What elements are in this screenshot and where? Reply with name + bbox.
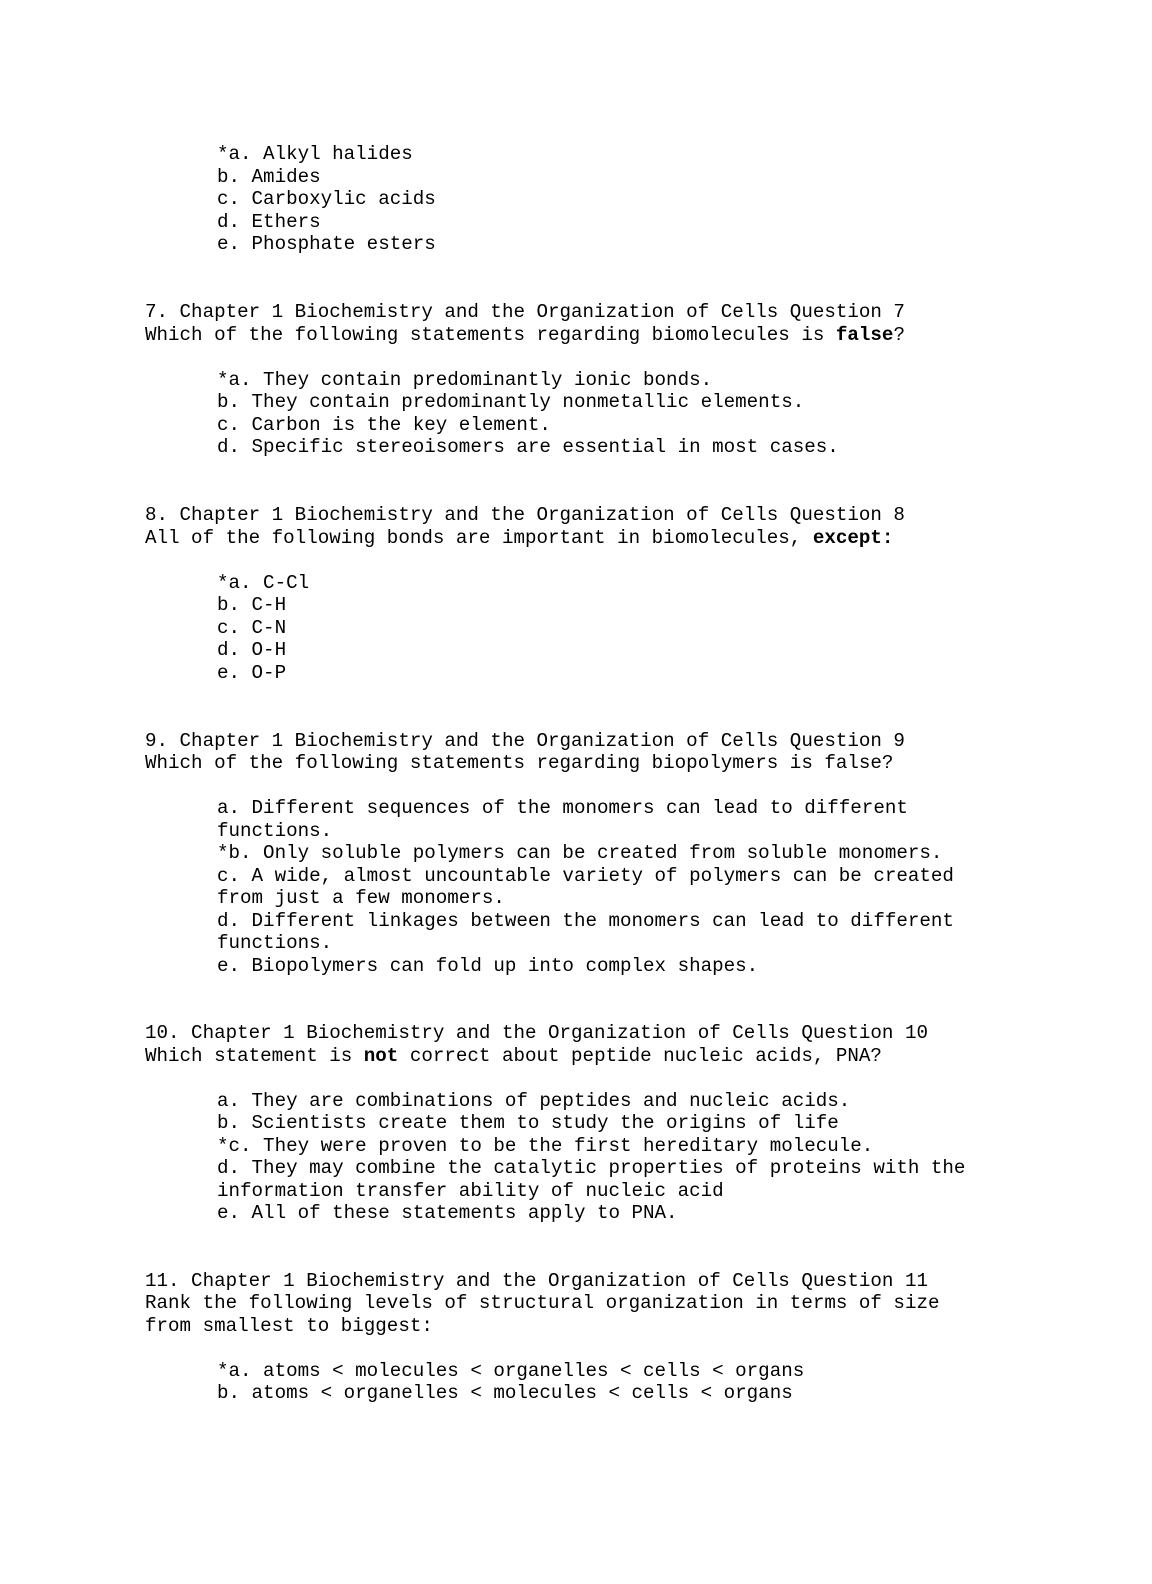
answer-option-correct: *b. Only soluble polymers can be created from soluble monomers.	[217, 842, 943, 864]
stem-text: All of the following bonds are important in biomolecules,	[145, 527, 813, 549]
answer-option: c. A wide, almost uncountable variety of polymers can be created	[217, 865, 954, 887]
question-stem	[145, 527, 893, 550]
answer-option: c. C-N	[217, 617, 287, 639]
answer-option: b. atoms < organelles < molecules < cells < organs	[217, 1382, 793, 1404]
answer-option: c. Carbon is the key element.	[217, 414, 551, 436]
answer-option: e. All of these statements apply to PNA.	[217, 1202, 678, 1224]
question-header: 11. Chapter 1 Biochemistry and the Organization of Cells Question 11	[145, 1270, 928, 1292]
question-stem	[145, 324, 905, 347]
answer-option: b. They contain predominantly nonmetallic elements.	[217, 391, 805, 413]
stem-emphasis: except:	[812, 527, 894, 549]
stem-emphasis: false	[835, 324, 894, 346]
question-stem: Rank the following levels of structural organization in terms of size	[145, 1292, 940, 1314]
question-header: 8. Chapter 1 Biochemistry and the Organization of Cells Question 8	[145, 504, 905, 526]
answer-option: e. O-P	[217, 662, 287, 684]
answer-option: d. They may combine the catalytic properties of proteins with the	[217, 1157, 966, 1179]
answer-option: a. Different sequences of the monomers can lead to different	[217, 797, 908, 819]
answer-option: d. O-H	[217, 639, 287, 661]
stem-emphasis: not	[363, 1045, 399, 1067]
answer-option: d. Different linkages between the monomers can lead to different	[217, 910, 954, 932]
answer-option-continuation: functions.	[217, 932, 333, 954]
question-stem-continuation: from smallest to biggest:	[145, 1315, 433, 1337]
question-stem	[145, 1045, 882, 1068]
question-header: 10. Chapter 1 Biochemistry and the Organization of Cells Question 10	[145, 1022, 928, 1044]
answer-option-continuation: from just a few monomers.	[217, 887, 505, 909]
answer-option-correct: *a. atoms < molecules < organelles < cells < organs	[217, 1360, 805, 1382]
answer-option-correct: *a. Alkyl halides	[217, 143, 413, 165]
answer-option: e. Phosphate esters	[217, 233, 436, 255]
answer-option-continuation: functions.	[217, 820, 333, 842]
answer-option: b. Scientists create them to study the origins of life	[217, 1112, 839, 1134]
stem-text: Which of the following statements regarding biomolecules is	[145, 324, 836, 346]
answer-option: a. They are combinations of peptides and nucleic acids.	[217, 1090, 851, 1112]
answer-option: d. Specific stereoisomers are essential in most cases.	[217, 436, 839, 458]
question-header: 7. Chapter 1 Biochemistry and the Organization of Cells Question 7	[145, 301, 905, 323]
answer-option: e. Biopolymers can fold up into complex shapes.	[217, 955, 759, 977]
question-header: 9. Chapter 1 Biochemistry and the Organization of Cells Question 9	[145, 730, 905, 752]
answer-option-continuation: information transfer ability of nucleic acid	[217, 1180, 724, 1202]
answer-option: d. Ethers	[217, 211, 321, 233]
answer-option: c. Carboxylic acids	[217, 188, 436, 210]
stem-text: correct about peptide nucleic acids, PNA?	[398, 1045, 882, 1067]
answer-option-correct: *a. C-Cl	[217, 572, 310, 594]
answer-option-correct: *a. They contain predominantly ionic bonds.	[217, 369, 713, 391]
question-stem: Which of the following statements regarding biopolymers is false?	[145, 752, 894, 774]
answer-option: b. C-H	[217, 594, 287, 616]
stem-text: ?	[893, 324, 905, 346]
answer-option: b. Amides	[217, 166, 321, 188]
answer-option-correct: *c. They were proven to be the first hereditary molecule.	[217, 1135, 874, 1157]
stem-text: Which statement is	[145, 1045, 364, 1067]
